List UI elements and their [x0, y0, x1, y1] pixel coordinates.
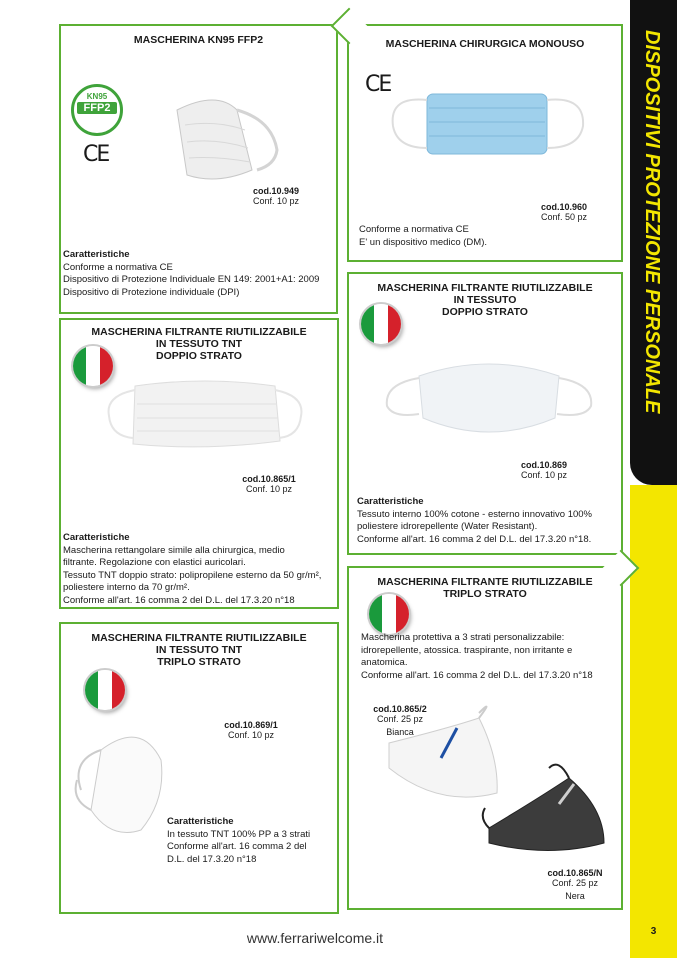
tnt-triplo-mask-image	[71, 720, 181, 850]
product-code	[509, 460, 579, 480]
title-line: MASCHERINA FILTRANTE RIUTILIZZABILE	[377, 282, 593, 294]
card-title	[61, 632, 337, 668]
desc-line: Mascherina protettiva a 3 strati personalizzabile:	[361, 632, 565, 643]
conf-text: Conf. 10 pz	[520, 470, 568, 480]
fabric-mask-image	[379, 356, 599, 446]
card-tnt-triplo	[59, 622, 339, 914]
char-line: Conforme all'art. 16 comma 2 del	[167, 841, 307, 852]
cod-text: cod.10.949	[252, 186, 300, 196]
title-line: DOPPIO STRATO	[156, 350, 242, 362]
title-line: TRIPLO STRATO	[443, 588, 527, 600]
product-code	[229, 474, 309, 494]
cod-text: cod.10.865/2	[373, 704, 427, 714]
char-line: Conforme all'art. 16 comma 2 del D.L. del 17.3.20 n°18	[63, 594, 295, 606]
char-line: E' un dispositivo medico (DM).	[359, 236, 487, 248]
card-tnt-doppio	[59, 318, 339, 609]
title-line: IN TESSUTO TNT	[155, 338, 243, 350]
kn95-ffp2-logo	[71, 84, 123, 136]
kn95-mask-image	[157, 80, 287, 190]
desc-line: anatomica.	[361, 657, 408, 668]
card-chirurgica	[347, 24, 623, 262]
color-text: Nera	[565, 891, 585, 901]
surgical-mask-image	[389, 86, 589, 166]
cod-text: cod.10.865/N	[547, 868, 603, 878]
side-yellow-band	[630, 485, 677, 958]
title-line: MASCHERINA FILTRANTE RIUTILIZZABILE	[91, 326, 307, 338]
title-line: IN TESSUTO	[453, 294, 517, 306]
cod-text: cod.10.960	[540, 202, 588, 212]
char-title: Caratteristiche	[63, 532, 130, 543]
char-line: Conforme a normativa CE	[359, 224, 469, 235]
conf-text: Conf. 50 pz	[540, 212, 588, 222]
card-title: MASCHERINA CHIRURGICA MONOUSO	[385, 38, 585, 50]
desc-line: Conforme all'art. 16 comma 2 del D.L. del 17.3.20 n°18	[361, 669, 593, 681]
conf-text: Conf. 10 pz	[227, 730, 275, 740]
side-title: DISPOSITIVI PROTEZIONE PERSONALE	[641, 30, 663, 414]
characteristics	[167, 816, 333, 866]
char-line: Tessuto TNT doppio strato: polipropilene esterno da 50 gr/m²,	[63, 569, 322, 581]
card-triplo	[347, 566, 623, 910]
char-line: Conforme all'art. 16 comma 2 del D.L. del 17.3.20 n°18.	[357, 533, 592, 545]
characteristics	[357, 496, 619, 546]
char-line: Mascherina rettangolare simile alla chirurgica, medio	[63, 544, 285, 556]
char-line: In tessuto TNT 100% PP a 3 strati	[167, 828, 311, 840]
black-mask-image	[479, 748, 619, 858]
card-title: MASCHERINA KN95 FFP2	[133, 34, 264, 46]
italy-flag-icon	[85, 670, 125, 710]
card-tessuto-doppio	[347, 272, 623, 555]
ce-mark: CE	[83, 142, 109, 167]
cod-text: cod.10.865/1	[242, 474, 296, 484]
ce-mark: CE	[365, 72, 391, 97]
char-title: Caratteristiche	[167, 816, 234, 827]
desc-line: idrorepellente, atossica. traspirante, non irritante e	[361, 644, 573, 656]
description	[361, 632, 623, 682]
title-line: MASCHERINA FILTRANTE RIUTILIZZABILE	[91, 632, 307, 644]
title-line: DOPPIO STRATO	[442, 306, 528, 318]
logo-bottom-text: FFP2	[77, 102, 117, 114]
char-line: Dispositivo di Protezione Individuale EN 149: 2001+A1: 2009	[63, 274, 320, 285]
product-code	[241, 186, 311, 206]
cod-text: cod.10.869	[520, 460, 568, 470]
characteristics	[359, 224, 619, 249]
conf-text: Conf. 10 pz	[245, 484, 293, 494]
char-line: Tessuto interno 100% cotone - esterno innovativo 100%	[357, 508, 593, 520]
characteristics	[63, 249, 333, 299]
title-line: MASCHERINA FILTRANTE RIUTILIZZABILE	[377, 576, 593, 588]
title-line: TRIPLO STRATO	[157, 656, 241, 668]
tnt-mask-image	[105, 376, 305, 456]
char-title: Caratteristiche	[357, 496, 424, 507]
card-kn95	[59, 24, 338, 314]
char-line: Conforme a normativa CE	[63, 261, 173, 273]
cod-text: cod.10.869/1	[224, 720, 278, 730]
product-code	[529, 202, 599, 222]
char-line: poliestere interno da 70 gr/m².	[63, 582, 190, 593]
logo-top-text: KN95	[86, 92, 108, 101]
char-line: Dispositivo di Protezione individuale (DPI)	[63, 286, 240, 298]
product-code	[211, 720, 291, 740]
title-line: IN TESSUTO TNT	[155, 644, 243, 656]
italy-flag-icon	[361, 304, 401, 344]
product-code-nera	[535, 868, 615, 901]
conf-text: Conf. 25 pz	[376, 714, 424, 724]
char-line: D.L. del 17.3.20 n°18	[167, 853, 257, 865]
conf-text: Conf. 25 pz	[551, 878, 599, 888]
website-url: www.ferrariwelcome.it	[246, 930, 384, 946]
italy-flag-icon	[369, 594, 409, 634]
characteristics	[63, 532, 333, 607]
char-line: poliestere idrorepellente (Water Resistant).	[357, 521, 538, 532]
page-number: 3	[650, 926, 657, 937]
char-line: filtrante. Regolazione con elastici auricolari.	[63, 557, 246, 568]
conf-text: Conf. 10 pz	[252, 196, 300, 206]
char-title: Caratteristiche	[63, 249, 130, 260]
color-text: Bianca	[386, 727, 414, 737]
